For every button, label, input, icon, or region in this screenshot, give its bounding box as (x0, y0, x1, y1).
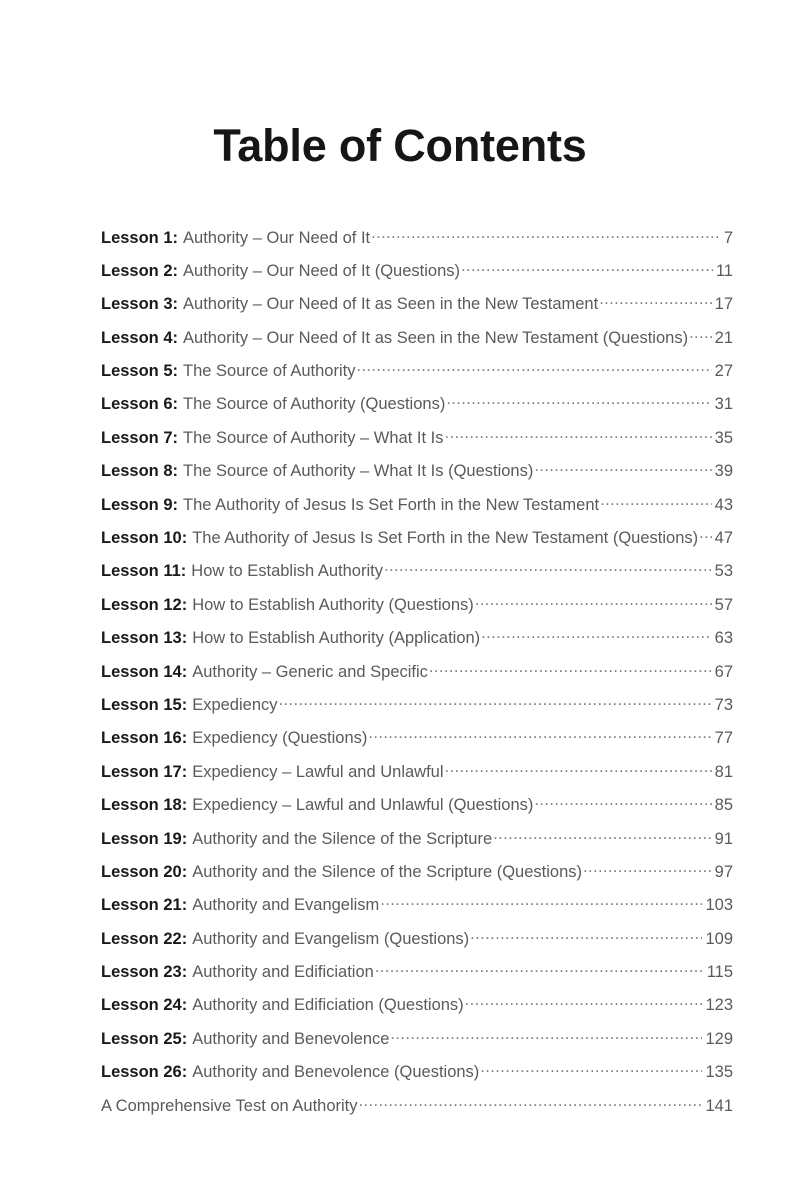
toc-entry-label: Lesson 14: (101, 662, 188, 681)
toc-leader-dots (359, 1094, 703, 1111)
toc-entry-title: The Source of Authority (Questions) (183, 395, 446, 414)
toc-entry-page-number: 85 (714, 796, 733, 815)
toc-leader-dots (475, 593, 712, 610)
toc-leader-dots (368, 727, 711, 744)
toc-entry[interactable] (101, 493, 733, 526)
toc-entry-title: Authority and the Silence of the Scripture (Questions) (192, 862, 582, 881)
toc-leader-dots (461, 259, 713, 276)
toc-entry-page-number: 17 (714, 295, 733, 314)
toc-entry-page-number: 141 (705, 1096, 733, 1115)
toc-entry[interactable] (101, 860, 733, 893)
toc-entry[interactable] (101, 326, 733, 359)
toc-leader-dots (481, 627, 711, 644)
toc-entry-page-number: 73 (714, 695, 733, 714)
toc-entry-page-number: 35 (714, 428, 733, 447)
toc-entry[interactable] (101, 894, 733, 927)
toc-entry-page-number: 27 (714, 362, 733, 381)
toc-leader-dots (384, 560, 712, 577)
toc-leader-dots (445, 426, 712, 443)
toc-entry[interactable] (101, 560, 733, 593)
toc-leader-dots (699, 527, 712, 544)
toc-entry-label: Lesson 23: (101, 963, 188, 982)
toc-entry-title: Expediency – Lawful and Unlawful (192, 762, 444, 781)
toc-entry-title: The Authority of Jesus Is Set Forth in the New Testament (183, 495, 600, 514)
toc-entry-label: Lesson 12: (101, 595, 188, 614)
toc-entry-title: Authority and Edificiation (192, 963, 374, 982)
toc-entry-page-number: 91 (714, 829, 733, 848)
toc-entry-label: Lesson 26: (101, 1063, 188, 1082)
toc-leader-dots (689, 326, 712, 343)
toc-entry-label: Lesson 20: (101, 862, 188, 881)
toc-entry-page-number: 67 (714, 662, 733, 681)
toc-entry[interactable] (101, 794, 733, 827)
toc-entry-label: Lesson 11: (101, 562, 187, 581)
toc-entry-list (101, 226, 733, 1128)
toc-entry[interactable] (101, 693, 733, 726)
toc-entry-label: Lesson 18: (101, 796, 188, 815)
toc-entry-page-number: 57 (714, 595, 733, 614)
toc-leader-dots (356, 360, 711, 377)
toc-entry-label: Lesson 17: (101, 762, 188, 781)
toc-entry-title: Expediency (Questions) (192, 729, 368, 748)
toc-leader-dots (445, 760, 712, 777)
toc-leader-dots (493, 827, 712, 844)
toc-entry-title: The Authority of Jesus Is Set Forth in the New Testament (Questions) (192, 529, 699, 548)
toc-entry-label: Lesson 7: (101, 428, 179, 447)
toc-leader-dots (470, 927, 702, 944)
toc-entry-title: Authority – Our Need of It as Seen in the New Testament (Questions) (183, 328, 689, 347)
toc-entry-page-number: 97 (714, 862, 733, 881)
toc-entry-label: Lesson 25: (101, 1029, 188, 1048)
toc-entry[interactable] (101, 727, 733, 760)
toc-entry-page-number: 21 (714, 328, 733, 347)
toc-entry-title: The Source of Authority – What It Is (183, 428, 444, 447)
toc-entry-label: Lesson 16: (101, 729, 188, 748)
toc-leader-dots (371, 226, 721, 243)
toc-entry[interactable] (101, 460, 733, 493)
toc-entry[interactable] (101, 393, 733, 426)
toc-entry[interactable] (101, 426, 733, 459)
toc-entry-title: A Comprehensive Test on Authority (101, 1096, 358, 1115)
toc-entry[interactable] (101, 927, 733, 960)
toc-entry-page-number: 31 (714, 395, 733, 414)
toc-entry-title: Authority and Benevolence (Questions) (192, 1063, 480, 1082)
toc-entry-page-number: 115 (706, 963, 733, 982)
toc-entry-title: The Source of Authority (183, 362, 356, 381)
toc-leader-dots (600, 493, 712, 510)
toc-leader-dots (534, 460, 711, 477)
toc-leader-dots (465, 994, 703, 1011)
toc-leader-dots (380, 894, 702, 911)
toc-leader-dots (599, 293, 711, 310)
toc-entry-label: Lesson 1: (101, 228, 179, 247)
toc-entry-label: Lesson 21: (101, 896, 188, 915)
toc-entry-page-number: 77 (714, 729, 733, 748)
toc-leader-dots (375, 961, 704, 978)
toc-entry[interactable] (101, 994, 733, 1027)
toc-leader-dots (534, 794, 711, 811)
toc-entry[interactable] (101, 360, 733, 393)
toc-entry[interactable] (101, 1027, 733, 1060)
toc-entry[interactable] (101, 527, 733, 560)
toc-entry[interactable] (101, 1061, 733, 1094)
toc-entry-page-number: 63 (714, 629, 733, 648)
toc-entry-title: Authority – Our Need of It (Questions) (183, 261, 460, 280)
toc-entry[interactable] (101, 293, 733, 326)
toc-entry-page-number: 7 (723, 228, 733, 247)
toc-entry-label: Lesson 22: (101, 929, 188, 948)
toc-entry[interactable] (101, 961, 733, 994)
toc-leader-dots (446, 393, 711, 410)
toc-entry-label: Lesson 24: (101, 996, 188, 1015)
toc-entry-label: Lesson 15: (101, 695, 188, 714)
toc-entry-page-number: 81 (714, 762, 733, 781)
toc-entry-page-number: 103 (705, 896, 733, 915)
toc-leader-dots (583, 860, 712, 877)
toc-entry-page-number: 109 (705, 929, 733, 948)
toc-entry[interactable] (101, 259, 733, 292)
toc-entry-page-number: 135 (705, 1063, 733, 1082)
toc-entry-title: How to Establish Authority (Application) (192, 629, 481, 648)
toc-entry-page-number: 53 (714, 562, 733, 581)
toc-entry-page-number: 39 (714, 462, 733, 481)
toc-entry-title: How to Establish Authority (Questions) (192, 595, 474, 614)
toc-entry-title: Authority – Generic and Specific (192, 662, 428, 681)
toc-entry-label: Lesson 3: (101, 295, 179, 314)
toc-entry[interactable] (101, 760, 733, 793)
toc-entry-label: Lesson 8: (101, 462, 179, 481)
toc-entry-title: Authority and Evangelism (192, 896, 380, 915)
toc-entry-label: Lesson 4: (101, 328, 179, 347)
toc-entry[interactable] (101, 627, 733, 660)
toc-entry-title: Authority – Our Need of It (183, 228, 371, 247)
toc-entry[interactable] (101, 827, 733, 860)
toc-entry-title: Authority and Edificiation (Questions) (192, 996, 464, 1015)
toc-entry-label: Lesson 9: (101, 495, 179, 514)
toc-leader-dots (429, 660, 712, 677)
toc-entry-title: Expediency – Lawful and Unlawful (Questions) (192, 796, 534, 815)
toc-entry-title: Authority and Evangelism (Questions) (192, 929, 470, 948)
toc-entry-title: Expediency (192, 695, 278, 714)
toc-entry-title: Authority – Our Need of It as Seen in the New Testament (183, 295, 599, 314)
toc-entry[interactable] (101, 593, 733, 626)
toc-entry-label: Lesson 13: (101, 629, 188, 648)
toc-entry-title: Authority and Benevolence (192, 1029, 390, 1048)
page-title: Table of Contents (213, 120, 587, 171)
toc-leader-dots (390, 1027, 702, 1044)
toc-entry[interactable] (101, 1094, 733, 1127)
toc-leader-dots (279, 693, 712, 710)
toc-entry-title: Authority and the Silence of the Scripture (192, 829, 493, 848)
toc-entry-title: How to Establish Authority (191, 562, 383, 581)
toc-entry-title: The Source of Authority – What It Is (Questions) (183, 462, 534, 481)
toc-entry-page-number: 43 (714, 495, 733, 514)
toc-entry-label: Lesson 19: (101, 829, 188, 848)
toc-entry[interactable] (101, 660, 733, 693)
toc-entry-label: Lesson 5: (101, 362, 179, 381)
toc-entry-label: Lesson 6: (101, 395, 179, 414)
toc-entry[interactable] (101, 226, 733, 259)
toc-entry-label: Lesson 2: (101, 261, 179, 280)
toc-entry-page-number: 129 (705, 1029, 733, 1048)
toc-entry-page-number: 11 (715, 261, 733, 280)
toc-entry-page-number: 47 (714, 529, 733, 548)
toc-entry-label: Lesson 10: (101, 529, 188, 548)
toc-leader-dots (480, 1061, 702, 1078)
toc-entry-page-number: 123 (705, 996, 733, 1015)
